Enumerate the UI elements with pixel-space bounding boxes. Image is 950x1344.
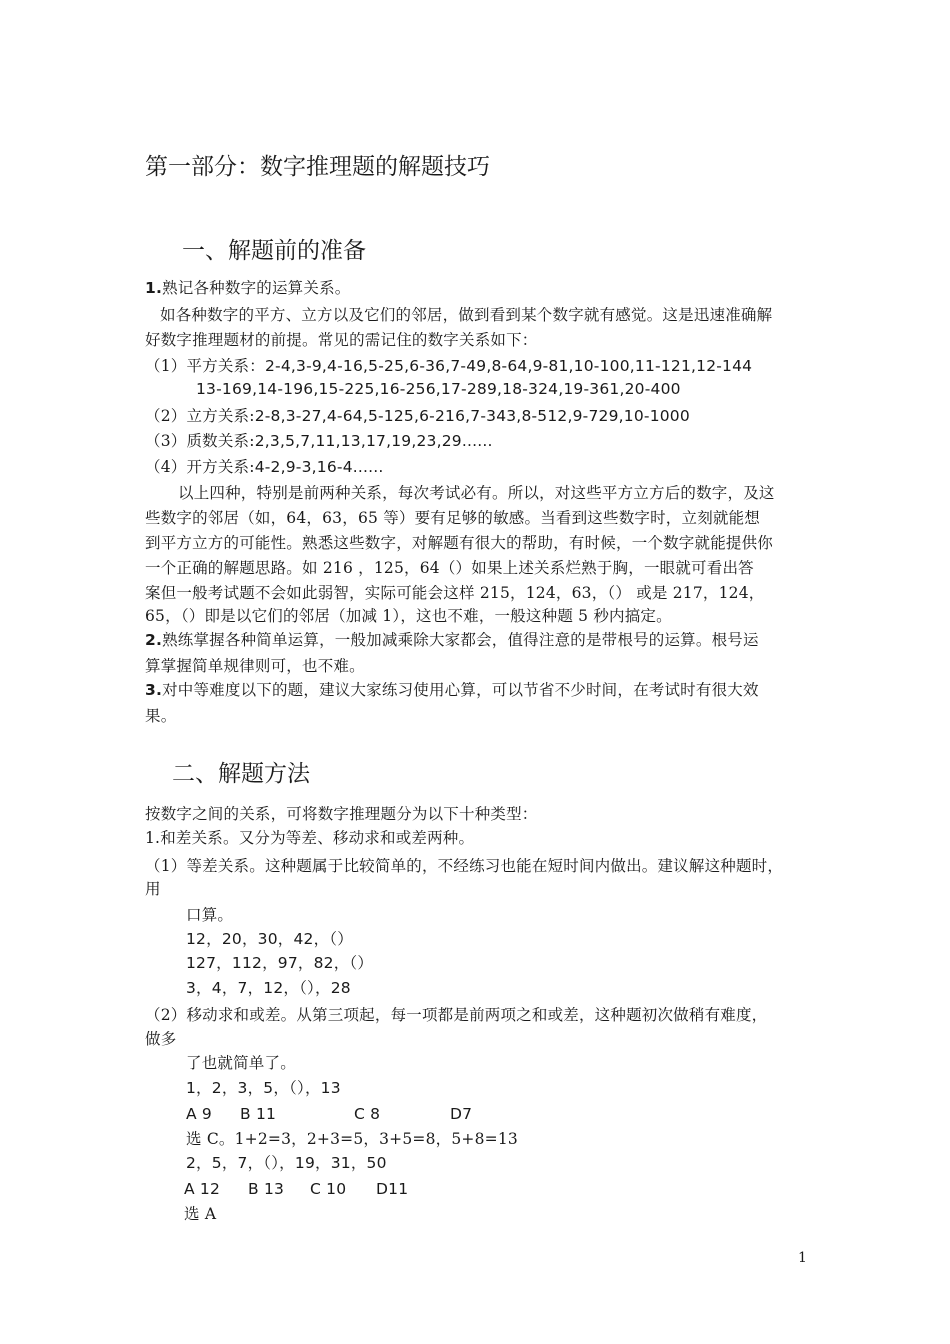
option: A 12	[184, 1180, 221, 1198]
answer-options	[186, 1101, 851, 1127]
page-number: 1	[798, 1250, 807, 1266]
relation-values: 2,3,5,7,11,13,17,19,23,29......	[254, 432, 493, 450]
relation-values: 4-2,9-3,16-4......	[254, 458, 384, 476]
relation-root	[145, 454, 810, 480]
item-number: 2.	[145, 631, 163, 649]
option: D7	[450, 1105, 473, 1123]
item-number: 3.	[145, 681, 163, 699]
paragraph-line: 以上四种，特别是前两种关系，每次考试必有。所以，对这些平方立方后的数字，及这	[178, 484, 775, 502]
option: B 13	[248, 1180, 285, 1198]
answer-explanation: 选 A	[184, 1205, 217, 1223]
page-title: 第一部分：数字推理题的解题技巧	[145, 154, 490, 180]
relation-values: 2-4,3-9,4-16,5-25,6-36,7-49,8-64,9-81,10-100,11-121,12-144	[264, 357, 753, 375]
paragraph-line: 做多	[145, 1030, 177, 1048]
option: C 10	[310, 1180, 347, 1198]
example-sequence: 12，20，30，42，（）	[186, 930, 353, 948]
option: A 9	[186, 1105, 212, 1123]
paragraph-line: 65，（）即是以它们的邻居（加减 1），这也不难，一般这种题 5 秒内搞定。	[145, 607, 672, 625]
relation-prime	[145, 428, 810, 454]
example-sequence: 2，5，7，（），19，31，50	[186, 1154, 387, 1172]
relation-values-continued: 13-169,14-196,15-225,16-256,17-289,18-324,19-361,20-400	[196, 380, 681, 398]
example-sequence: 1，2，3，5，（），13	[186, 1079, 341, 1097]
answer-options	[184, 1176, 849, 1202]
paragraph-line: （2）移动求和或差。从第三项起，每一项都是前两项之和或差，这种题初次做稍有难度，	[145, 1006, 768, 1024]
example-sequence: 3，4，7，12，（），28	[186, 979, 351, 997]
option: D11	[376, 1180, 409, 1198]
relation-cube	[145, 403, 810, 429]
section-heading-preparation: 一、解题前的准备	[182, 238, 366, 264]
paragraph-line: 到平方立方的可能性。熟悉这些数字，对解题有很大的帮助，有时候，一个数字就能提供你	[145, 534, 774, 552]
section-heading-methods: 二、解题方法	[172, 761, 310, 787]
item-number: 1.	[145, 279, 163, 297]
paragraph-line: 些数字的邻居（如，64，63，65 等）要有足够的敏感。当看到这些数字时，立刻就能想	[145, 509, 760, 527]
item-text: 对中等难度以下的题，建议大家练习使用心算，可以节省不少时间，在考试时有很大效	[162, 681, 759, 699]
example-sequence: 127，112，97，82，（）	[186, 954, 374, 972]
item-2	[145, 627, 810, 653]
item-3	[145, 677, 810, 703]
paragraph-line: 好数字推理题材的前提。常见的需记住的数字关系如下：	[145, 331, 538, 349]
option: B 11	[240, 1105, 277, 1123]
relation-label: （3）质数关系:	[145, 432, 255, 450]
paragraph-line: 用	[145, 880, 161, 898]
paragraph-line: 如各种数字的平方、立方以及它们的邻居，做到看到某个数字就有感觉。这是迅速准确解	[160, 306, 773, 324]
paragraph-line: 算掌握简单规律则可，也不难。	[145, 657, 365, 675]
paragraph-line: 一个正确的解题思路。如 216 ，125，64（）如果上述关系烂熟于胸，一眼就可看出答	[145, 559, 754, 577]
relation-label: （2）立方关系:	[145, 407, 255, 425]
relation-label: （1）平方关系：	[145, 357, 265, 375]
item-1	[145, 275, 810, 301]
paragraph-line: 果。	[145, 707, 177, 725]
answer-explanation: 选 C。1+2=3，2+3=5，3+5=8，5+8=13	[186, 1130, 518, 1148]
paragraph-line: 口算。	[186, 906, 234, 924]
paragraph-line: 了也就简单了。	[186, 1054, 296, 1072]
option: C 8	[354, 1105, 381, 1123]
paragraph-line: （1）等差关系。这种题属于比较简单的，不经练习也能在短时间内做出。建议解这种题时，	[145, 857, 784, 875]
item-text: 熟记各种数字的运算关系。	[162, 279, 351, 297]
paragraph-line: 按数字之间的关系，可将数字推理题分为以下十种类型：	[145, 805, 538, 823]
paragraph-line: 案但一般考试题不会如此弱智，实际可能会这样 215，124，63，（） 或是 217，124，	[145, 584, 765, 602]
relation-label: （4）开方关系:	[145, 458, 255, 476]
type-heading: 1.和差关系。又分为等差、移动求和或差两种。	[145, 829, 475, 847]
item-text: 熟练掌握各种简单运算，一般加减乘除大家都会，值得注意的是带根号的运算。根号运	[162, 631, 759, 649]
relation-values: 2-8,3-27,4-64,5-125,6-216,7-343,8-512,9-729,10-1000	[254, 407, 690, 425]
